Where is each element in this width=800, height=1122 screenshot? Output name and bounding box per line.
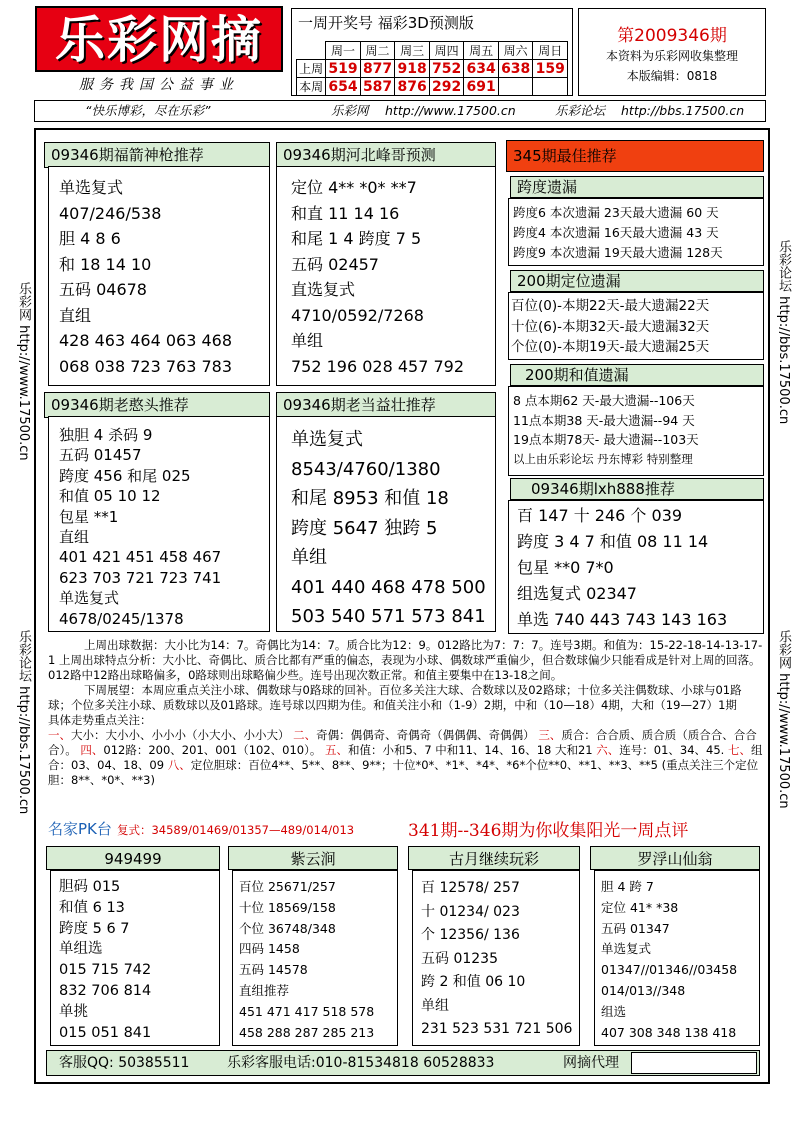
box-949499 [50,870,220,1046]
list-item: 单选复式 [59,589,120,608]
list-item: 包星 **1 [59,507,119,526]
list-item: 个 12356/ 136 [421,927,520,943]
day-header: 周五 [464,42,499,60]
list-item: 五码 01347 [601,920,670,936]
box-title: 古月继续玩彩 [408,846,580,870]
draw-value: 587 [360,78,395,96]
side-right-top: 乐彩论坛 http://bbs.17500.cn [776,240,791,425]
box-title: 200期定位遗漏 [510,270,764,292]
list-item: 单选复式 [601,941,652,957]
motto: “快乐博彩，尽在乐彩” [85,103,211,118]
day-header: 周二 [360,42,395,60]
list-item: 503 540 571 573 841 [291,606,486,627]
agent-label: 网摘代理 [563,1055,619,1071]
site-label: 乐彩网 [331,103,369,118]
box-span-omission [508,198,764,266]
list-item: 01347//01346//03458 [601,962,738,978]
list-item: 跨度9 本次遗漏 19天最大遗漏 128天 [513,245,723,260]
list-item: 跨度 3 4 7 和值 08 11 14 [517,532,709,551]
list-item: 407/246/538 [59,203,162,223]
box-title: 09346期老憨头推荐 [44,392,270,418]
list-item: 和值 05 10 12 [59,487,161,506]
list-item: 五码 01235 [421,950,498,967]
fushi-value: 34589/01469/01357—489/014/013 [151,823,355,837]
site-link[interactable]: http://www.17500.cn [385,103,516,118]
box-title: 罗浮山仙翁 [590,846,760,870]
list-item: 百 12578/ 257 [421,880,520,896]
box-title: 09346期老当益壮推荐 [276,392,496,418]
analysis-paragraph: 下周展望：本周应重点关注小球、偶数球与0路球的回补。百位多关注大球、合数球以及02路球；十位多关注偶数球、小球与01路球；个位多关注小球、质数球以及01路球。连号球以四期为佳。和值关注小和（1-9）2期，中和（10—18）4期，大和（19—27）1期 [48,683,742,712]
list-item: 和尾 1 4 跨度 7 5 [291,229,422,248]
analysis-paragraph: 具体走势重点关注： [48,713,152,727]
box-title: 09346期福箭神枪推荐 [44,142,270,168]
best-recommend-title: 345期最佳推荐 [506,140,764,172]
list-item: 407 308 348 138 418 [601,1024,737,1040]
list-item: 直组推荐 [239,982,290,998]
draw-value [498,78,533,96]
box-fujian [48,166,270,386]
box-ziyunjian [232,870,398,1046]
draw-value: 877 [360,60,395,78]
list-item: 752 196 028 457 792 [291,356,465,376]
day-header: 周六 [498,42,533,60]
list-item: 胆码 015 [59,879,121,895]
analysis-paragraph: 上周出球数据：大小比为14：7。奇偶比为14：7。质合比为12：9。012路比为7：7：7。连号3期。和值为：15-22-18-14-13-17-1 上周出球特点分析：大小比、奇偶比、质合比都有严重的偏态，表现为小球、偶数球严重偏少，但合数球偏少只能看成是针对上周的回落。012路中12路出球略偏多，0路球则出球略偏少些。连号出现次数正常。和值主要集中在13-18之间。 [48,638,763,682]
draw-value: 752 [429,60,464,78]
list-item: 直组 [59,528,90,547]
box-title: 紫云涧 [228,846,398,870]
logo-text: 乐彩网摘 [55,10,263,69]
draw-value: 292 [429,78,464,96]
side-left-top: 乐彩网 http://www.17500.cn [16,282,31,461]
draw-value [533,78,568,96]
list-item: 014/013//348 [601,982,686,998]
box-title: 09346期河北峰哥预测 [276,142,496,168]
forum-link[interactable]: http://bbs.17500.cn [621,103,745,118]
draw-value: 918 [395,60,430,78]
list-item: 五码 01457 [59,446,142,465]
forum-label: 乐彩论坛 [555,103,606,118]
side-right-bottom: 乐彩网 http://www.17500.cn [776,630,791,809]
list-item: 单组 [291,331,324,350]
list-item: 401 421 451 458 467 [59,548,222,567]
list-item: 包星 **0 7*0 [517,558,614,577]
list-item: 组选复式 02347 [517,584,637,603]
box-title: 949499 [46,846,220,870]
customer-qq: 客服QQ: 50385511 [59,1055,190,1071]
list-item: 和 18 14 10 [59,254,152,274]
list-item: 个位 36748/348 [239,920,336,936]
box-hebei [276,166,496,386]
list-item: 定位 41* *38 [601,899,679,915]
issue-number: 第2009346期 [617,26,727,46]
analysis-text [48,638,764,820]
list-item: 19点本期78天- 最大遗漏--103天 [513,432,699,447]
list-item: 和值 6 13 [59,899,125,916]
draw-value: 519 [326,60,361,78]
list-item: 四码 1458 [239,941,300,957]
day-header: 周日 [533,42,568,60]
draw-value: 638 [498,60,533,78]
banner [34,100,766,122]
list-item: 068 038 723 763 783 [59,356,233,376]
box-laohantou [48,416,270,632]
slogan: 服务我国公益事业 [79,77,239,93]
list-item: 11点本期38 天-最大遗漏--94 天 [513,412,695,428]
draw-results-panel [291,8,573,96]
issue-panel [578,8,766,96]
list-item: 百 147 十 246 个 039 [517,506,683,525]
credit-note: 以上由乐彩论坛 丹东博彩 特别整理 [513,451,693,466]
list-item: 独胆 4 杀码 9 [59,426,153,444]
list-item: 单选复式 [59,178,124,197]
pk-row [48,818,764,842]
list-item: 胆 4 跨 7 [601,879,654,894]
list-item: 和尾 8953 和值 18 [291,488,449,509]
list-item: 单挑 [59,1003,88,1020]
box-sum-omission [508,386,764,476]
list-item: 单组 [291,547,327,568]
list-item: 五码 14578 [239,962,308,978]
list-item: 十位(6)-本期32天-最大遗漏32天 [511,318,710,335]
list-item: 组选 [601,1003,627,1019]
list-item: 跨度 5647 独跨 5 [291,517,438,539]
list-item: 015 051 841 [59,1024,152,1041]
list-item: 451 471 417 518 578 [239,1003,375,1019]
draw-value: 654 [326,78,361,96]
list-item: 单选 740 443 743 143 163 [517,610,728,629]
logo [35,6,283,72]
list-item: 十位 18569/158 [239,899,336,915]
draw-value: 691 [464,78,499,96]
list-item: 直选复式 [291,280,356,299]
pk-label: 名家PK台 [48,820,112,838]
box-guyue [412,870,580,1046]
list-item: 五码 04678 [59,280,147,299]
list-item: 和直 11 14 16 [291,203,400,223]
list-item: 401 440 468 478 500 [291,576,486,598]
row-label: 上周 [297,60,326,78]
list-item: 五码 02457 [291,254,379,274]
list-item: 单选复式 [291,429,363,450]
box-title: 200期和值遗漏 [510,364,764,386]
list-item: 直组 [59,305,92,325]
list-item: 8543/4760/1380 [291,458,441,480]
list-item: 单组选 [59,941,103,958]
list-item: 胆 4 8 6 [59,229,121,248]
fushi-label: 复式： [116,823,152,837]
list-item: 跨度4 本次遗漏 16天最大遗漏 43 天 [513,225,719,240]
list-item: 428 463 464 063 468 [59,331,233,350]
table-row [297,60,568,78]
agent-box [631,1052,757,1074]
day-header: 周三 [395,42,430,60]
list-item: 231 523 531 721 506 [421,1021,573,1037]
list-item: 015 715 742 [59,962,152,979]
list-item: 832 706 814 [59,982,152,999]
day-header: 周一 [326,42,361,60]
draw-value: 634 [464,60,499,78]
list-item: 单组 [421,997,449,1014]
list-item: 跨度 5 6 7 [59,920,130,937]
draw-title: 一周开奖号 福彩3D预测版 [298,14,474,32]
list-item: 跨度6 本次遗漏 23天最大遗漏 60 天 [513,205,719,220]
list-item: 8 点本期62 天-最大遗漏--106天 [513,393,695,408]
list-item: 十 01234/ 023 [421,903,520,920]
box-title: 09346期lxh888推荐 [510,478,764,500]
list-item: 跨 2 和值 06 10 [421,974,526,990]
side-left-bottom: 乐彩论坛 http://bbs.17500.cn [16,630,31,815]
customer-phone: 乐彩客服电话:010-81534818 60528833 [227,1055,495,1071]
draw-value: 876 [395,78,430,96]
box-title: 跨度遗漏 [510,176,764,198]
list-item: 百位 25671/257 [239,879,336,894]
editor-note: 本版编辑：0818 [626,69,718,83]
list-item: 4678/0245/1378 [59,609,184,628]
source-note: 本资料为乐彩网收集整理 [605,49,738,63]
table-row [297,78,568,96]
draw-value: 159 [533,60,568,78]
list-item: 定位 4** *0* **7 [291,178,417,197]
footer-bar [46,1050,760,1076]
day-header: 周四 [429,42,464,60]
list-item: 跨度 456 和尾 025 [59,466,191,485]
trend-list: 一、大小：大小小、小小小（小大小、小小大） 二、奇偶：偶偶奇、奇偶奇（偶偶偶、奇偶偶） 三、质合：合合质、质合质（质合合、合合合）。 四、012路：200、201、001（102、010）。 五、和值：小和5、7 中和11、14、16、18 大和21 六、连号：01、34、45. 七、组合：03、04、18、09 八、定位胆球：百位4**、5**、8**、9**；十位*0*、*1*、*4*、*6*个位**0、**1、**3、**5 (重点关注三个定位胆：8**、*0*、**3) [48,728,763,787]
list-item: 623 703 721 723 741 [59,568,222,587]
list-item: 个位(0)-本期19天-最大遗漏25天 [511,339,710,355]
box-position-omission [508,292,764,360]
weekly-slogan: 341期--346期为你收集阳光一周点评 [408,821,689,841]
list-item: 百位(0)-本期22天-最大遗漏22天 [511,298,710,314]
box-lxh888 [508,500,764,634]
list-item: 458 288 287 285 213 [239,1024,375,1040]
draw-table [296,41,568,96]
list-item: 4710/0592/7268 [291,305,424,325]
box-luofushan [594,870,760,1046]
box-laodangyizhuang [276,416,496,632]
row-label: 本周 [297,78,326,96]
